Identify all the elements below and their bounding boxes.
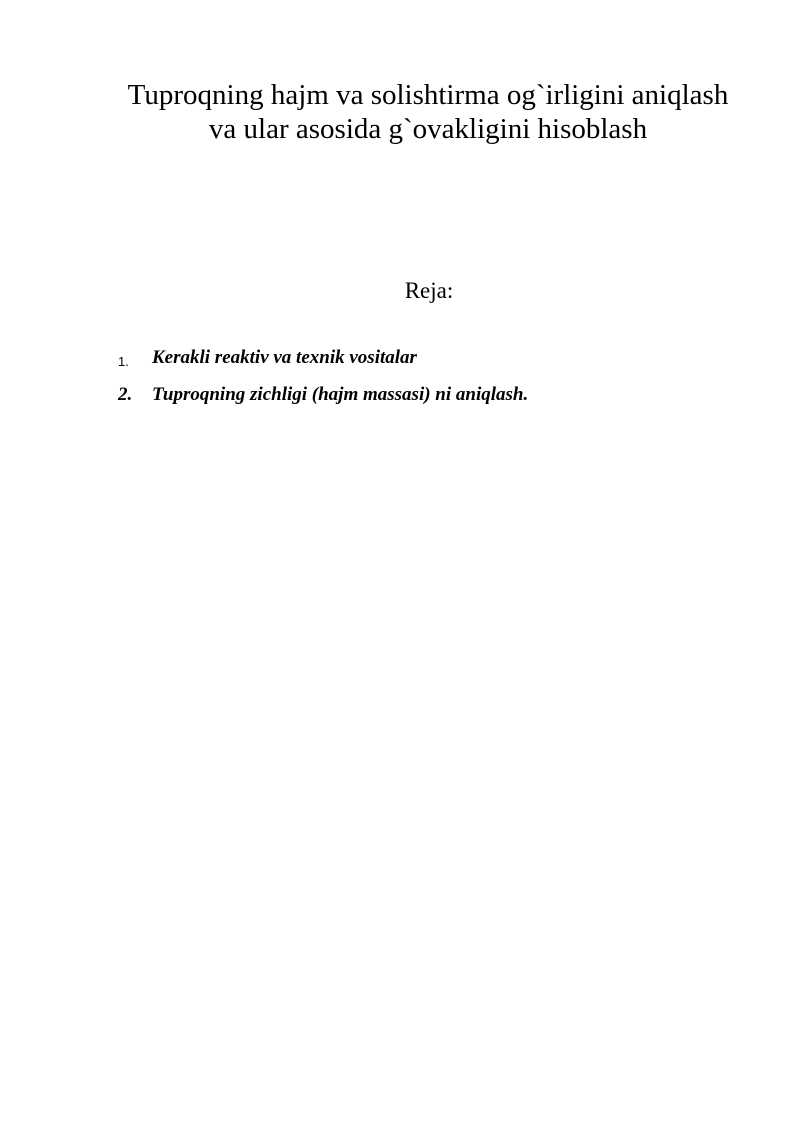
plan-item: [0, 345, 800, 382]
plan-item-text: Tuproqning zichligi (hajm massasi) ni aniqlash.: [152, 384, 529, 405]
document-title: [100, 78, 756, 146]
title-line: Tuproqning hajm va solishtirma og`irligini aniqlash: [127, 79, 729, 111]
plan-item: [0, 382, 800, 419]
plan-list: [0, 345, 800, 419]
plan-item-text: Kerakli reaktiv va texnik vositalar: [152, 347, 417, 368]
plan-item-number: 2.: [118, 384, 133, 405]
plan-item-number: 1.: [118, 354, 129, 369]
plan-heading: Reja:: [404, 278, 454, 303]
title-line: va ular asosida g`ovakligini hisoblash: [208, 113, 648, 145]
